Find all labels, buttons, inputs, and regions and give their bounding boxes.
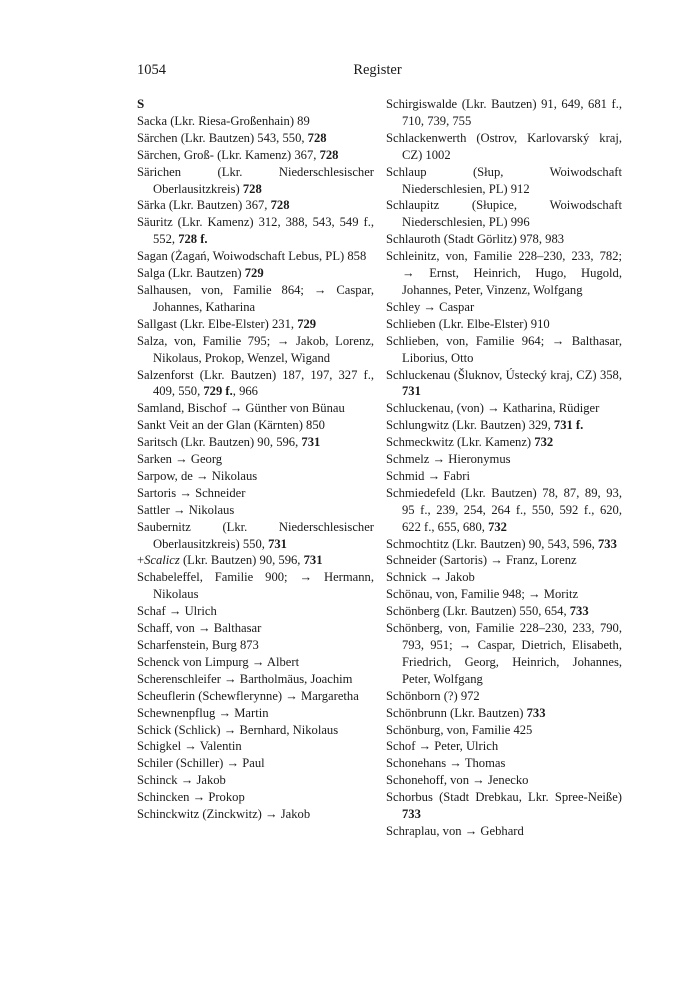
- index-entry: Schorbus (Stadt Drebkau, Lkr. Spree-Neiße) 733: [386, 790, 622, 822]
- index-column-right: [386, 96, 622, 840]
- index-entry: Schönborn (?) 972: [386, 688, 480, 703]
- index-entry: Schleinitz, von, Familie 228–230, 233, 782; → Ernst, Heinrich, Hugo, Hugold, Johannes, Peter, Vinzenz, Wolfgang: [386, 249, 622, 297]
- index-entry: Sallgast (Lkr. Elbe-Elster) 231, 729: [137, 316, 317, 331]
- index-entry: Schlaupitz (Słupice, Woiwodschaft Niederschlesien, PL) 996: [386, 198, 622, 230]
- index-entry: Schönbrunn (Lkr. Bautzen) 733: [386, 705, 546, 720]
- index-entry: Samland, Bischof → Günther von Bünau: [137, 401, 345, 416]
- index-entry: Saubernitz (Lkr. Niederschlesischer Oberlausitzkreis) 550, 731: [137, 519, 374, 551]
- index-entry: Scherenschleifer → Bartholmäus, Joachim: [137, 671, 353, 686]
- index-entry: Schiler (Schiller) → Paul: [137, 756, 265, 771]
- index-entry: Salza, von, Familie 795; → Jakob, Lorenz, Nikolaus, Prokop, Wenzel, Wigand: [137, 333, 374, 365]
- index-entry: Schmeckwitz (Lkr. Kamenz) 732: [386, 435, 554, 450]
- index-entry: Sarpow, de → Nikolaus: [137, 468, 258, 483]
- index-entry: Sartoris → Schneider: [137, 485, 246, 500]
- index-entry: Sankt Veit an der Glan (Kärnten) 850: [137, 418, 325, 433]
- index-entry: Schonehoff, von → Jenecko: [386, 773, 529, 788]
- index-entry: Schenck von Limpurg → Albert: [137, 654, 300, 669]
- index-entry: Schlauroth (Stadt Görlitz) 978, 983: [386, 232, 565, 247]
- index-entry: Schneider (Sartoris) → Franz, Lorenz: [386, 553, 577, 568]
- index-entry: Saritsch (Lkr. Bautzen) 90, 596, 731: [137, 435, 321, 450]
- index-entry: Schirgiswalde (Lkr. Bautzen) 91, 649, 681 f., 710, 739, 755: [386, 97, 622, 128]
- index-entry: Salhausen, von, Familie 864; → Caspar, Johannes, Katharina: [137, 282, 374, 314]
- index-entry: Särchen (Lkr. Bautzen) 543, 550, 728: [137, 130, 327, 145]
- index-entry: Scheuflerin (Schewflerynne) → Margaretha: [137, 688, 359, 703]
- index-entry: Schlieben, von, Familie 964; → Balthasar, Liborius, Otto: [386, 333, 622, 365]
- index-entry: Schluckenau, (von) → Katharina, Rüdiger: [386, 401, 600, 416]
- index-entry: Schinck → Jakob: [137, 773, 226, 788]
- index-entry: Schof → Peter, Ulrich: [386, 739, 499, 754]
- index-entry: Schlieben (Lkr. Elbe-Elster) 910: [386, 316, 550, 331]
- index-entry: Schabeleffel, Familie 900; → Hermann, Nikolaus: [137, 570, 374, 602]
- index-entry: Schaf → Ulrich: [137, 604, 217, 619]
- index-entry: Schönburg, von, Familie 425: [386, 722, 533, 737]
- index-entry: Särichen (Lkr. Niederschlesischer Oberlausitzkreis) 728: [137, 164, 374, 196]
- index-column-left: [137, 96, 374, 823]
- index-entry: Schlungwitz (Lkr. Bautzen) 329, 731 f.: [386, 418, 584, 433]
- index-entry: Scharfenstein, Burg 873: [137, 638, 259, 652]
- index-entry: Schmochtitz (Lkr. Bautzen) 90, 543, 596, 733: [386, 536, 617, 551]
- index-entry: Schönau, von, Familie 948; → Moritz: [386, 587, 579, 602]
- index-entry: Schmelz → Hieronymus: [386, 452, 511, 467]
- index-entry: Schmid → Fabri: [386, 468, 470, 483]
- index-entry: Schley → Caspar: [386, 299, 475, 314]
- index-entry: Sacka (Lkr. Riesa-Großenhain) 89: [137, 113, 310, 128]
- page-number: 1054: [137, 62, 166, 78]
- index-entry: Schewnenpflug → Martin: [137, 705, 269, 720]
- index-entry: Schlackenwerth (Ostrov, Karlovarský kraj, CZ) 1002: [386, 130, 622, 162]
- index-entry: Schmiedefeld (Lkr. Bautzen) 78, 87, 89, 93, 95 f., 239, 254, 264 f., 550, 592 f., 620, 622 f., 655, 680, 732: [386, 485, 622, 534]
- index-entry: Säuritz (Lkr. Kamenz) 312, 388, 543, 549 f., 552, 728 f.: [137, 215, 374, 247]
- running-head: Register: [353, 62, 402, 78]
- index-entry: Schluckenau (Šluknov, Ústecký kraj, CZ) 358, 731: [386, 367, 622, 399]
- index-entry: Schnick → Jakob: [386, 570, 475, 585]
- section-letter: S: [137, 96, 145, 111]
- index-entry: Schigkel → Valentin: [137, 739, 242, 754]
- index-entry: Sattler → Nikolaus: [137, 502, 235, 517]
- index-entry: Schincken → Prokop: [137, 790, 245, 805]
- index-entry: Schönberg (Lkr. Bautzen) 550, 654, 733: [386, 604, 589, 619]
- index-entry: Sagan (Żagań, Woiwodschaft Lebus, PL) 858: [137, 249, 367, 264]
- right-entry-list: [386, 96, 622, 840]
- index-entry: Schaff, von → Balthasar: [137, 621, 262, 636]
- index-entry: Schraplau, von → Gebhard: [386, 823, 524, 838]
- index-entry: Schinckwitz (Zinckwitz) → Jakob: [137, 807, 311, 822]
- index-entry: Schonehans → Thomas: [386, 756, 506, 771]
- index-entry: Sarken → Georg: [137, 452, 223, 467]
- left-entry-list: [137, 113, 374, 823]
- index-entry: Schlaup (Słup, Woiwodschaft Niederschlesien, PL) 912: [386, 164, 622, 196]
- index-entry: Salzenforst (Lkr. Bautzen) 187, 197, 327 f., 409, 550, 729 f., 966: [137, 367, 374, 399]
- index-entry: Salga (Lkr. Bautzen) 729: [137, 266, 264, 281]
- index-entry: Schick (Schlick) → Bernhard, Nikolaus: [137, 722, 339, 737]
- index-entry: Särka (Lkr. Bautzen) 367, 728: [137, 198, 290, 213]
- index-entry: +Scalicz (Lkr. Bautzen) 90, 596, 731: [137, 553, 323, 568]
- index-entry: Särchen, Groß- (Lkr. Kamenz) 367, 728: [137, 147, 339, 162]
- index-entry: Schönberg, von, Familie 228–230, 233, 790, 793, 951; → Caspar, Dietrich, Elisabeth, Friedrich, Georg, Heinrich, Johannes, Peter, Wolfgang: [386, 621, 622, 686]
